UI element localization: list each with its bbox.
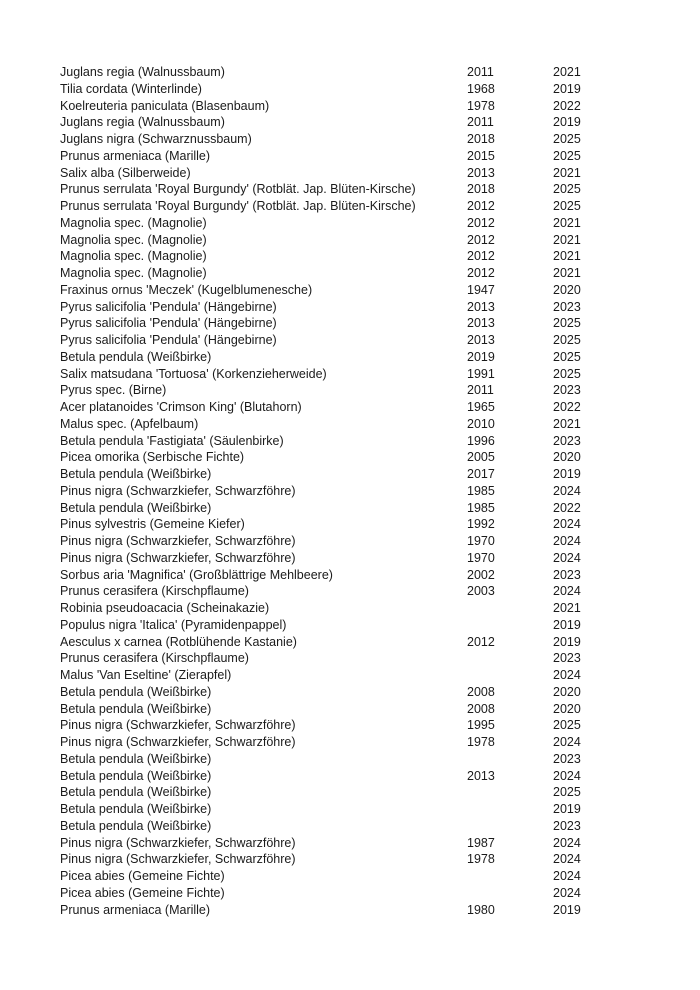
species-cell: Fraxinus ornus 'Meczek' (Kugelblumenesche) (60, 282, 313, 297)
species-cell: Prunus serrulata 'Royal Burgundy' (Rotblät. Jap. Blüten-Kirsche) (60, 199, 416, 213)
year-col1-cell: 2012 (467, 232, 495, 247)
year-col2-cell: 2021 (553, 601, 581, 615)
year-col2-cell: 2019 (553, 81, 581, 96)
year-col2-cell: 2025 (553, 785, 581, 800)
tree-species-table (60, 64, 700, 918)
species-cell: Magnolia spec. (Magnolie) (60, 215, 207, 230)
species-cell: Pinus nigra (Schwarzkiefer, Schwarzföhre) (60, 735, 296, 749)
table-row (60, 315, 700, 332)
table-row (60, 768, 700, 785)
table-row (60, 835, 700, 852)
year-col2-cell: 2024 (553, 534, 581, 548)
species-cell: Pinus nigra (Schwarzkiefer, Schwarzföhre) (60, 534, 296, 548)
species-cell: Betula pendula (Weißbirke) (60, 802, 212, 816)
year-col2-cell: 2021 (553, 215, 581, 230)
year-col1-cell (467, 818, 553, 835)
year-col1-cell: 2011 (467, 65, 494, 79)
year-col2-cell: 2023 (553, 567, 581, 582)
year-col2-cell: 2019 (553, 617, 581, 632)
table-row (60, 684, 700, 701)
year-col2-cell: 2024 (553, 835, 581, 850)
year-col2-cell: 2023 (553, 433, 581, 448)
year-col1-cell: 1978 (467, 852, 495, 867)
species-cell: Magnolia spec. (Magnolie) (60, 232, 207, 247)
year-col2-cell: 2024 (553, 550, 581, 565)
table-row (60, 332, 700, 349)
table-row (60, 265, 700, 282)
year-col1-cell: 1947 (467, 282, 495, 297)
table-row (60, 282, 700, 299)
year-col2-cell: 2024 (553, 584, 581, 599)
year-col2-cell: 2019 (553, 115, 581, 130)
species-cell: Betula pendula (Weißbirke) (60, 349, 212, 364)
year-col1-cell: 2003 (467, 584, 495, 599)
year-col1-cell (467, 751, 553, 768)
table-row (60, 466, 700, 483)
year-col1-cell: 2013 (467, 316, 495, 331)
year-col2-cell: 2025 (553, 349, 581, 364)
year-col2-cell: 2021 (553, 65, 581, 79)
table-row (60, 550, 700, 567)
year-col1-cell: 1970 (467, 534, 495, 548)
table-row (60, 701, 700, 718)
table-row (60, 232, 700, 249)
year-col1-cell: 2011 (467, 383, 494, 398)
table-row (60, 583, 700, 600)
table-row (60, 64, 700, 81)
year-col1-cell: 1980 (467, 902, 495, 917)
species-cell: Tilia cordata (Winterlinde) (60, 81, 202, 96)
table-row (60, 299, 700, 316)
year-col2-cell: 2023 (553, 383, 581, 398)
year-col2-cell: 2021 (553, 165, 581, 180)
species-cell: Prunus cerasifera (Kirschpflaume) (60, 651, 249, 666)
year-col2-cell: 2025 (553, 718, 581, 733)
species-cell: Robinia pseudoacacia (Scheinakazie) (60, 601, 270, 615)
table-row (60, 516, 700, 533)
species-cell: Aesculus x carnea (Rotblühende Kastanie) (60, 634, 297, 649)
species-cell: Betula pendula (Weißbirke) (60, 701, 212, 716)
species-cell: Magnolia spec. (Magnolie) (60, 266, 207, 280)
year-col1-cell: 1970 (467, 550, 495, 565)
table-row (60, 650, 700, 667)
species-cell: Juglans nigra (Schwarznussbaum) (60, 132, 252, 146)
year-col2-cell: 2021 (553, 416, 581, 431)
table-row (60, 399, 700, 416)
table-row (60, 734, 700, 751)
year-col1-cell (467, 801, 553, 818)
species-cell: Betula pendula (Weißbirke) (60, 751, 212, 766)
year-col1-cell: 2011 (467, 115, 494, 130)
species-cell: Pinus nigra (Schwarzkiefer, Schwarzföhre) (60, 483, 296, 498)
year-col2-cell: 2022 (553, 400, 581, 414)
species-cell: Picea abies (Gemeine Fichte) (60, 869, 225, 883)
year-col1-cell: 1985 (467, 500, 495, 515)
table-row (60, 600, 700, 617)
year-col2-cell: 2023 (553, 751, 581, 766)
year-col1-cell (467, 617, 553, 634)
table-row (60, 902, 700, 919)
year-col2-cell: 2022 (553, 500, 581, 515)
species-cell: Juglans regia (Walnussbaum) (60, 115, 225, 130)
species-cell: Pyrus salicifolia 'Pendula' (Hängebirne) (60, 333, 277, 347)
year-col2-cell: 2020 (553, 684, 581, 699)
year-col2-cell: 2025 (553, 132, 581, 146)
year-col1-cell: 2005 (467, 450, 495, 465)
year-col1-cell (467, 784, 553, 801)
year-col2-cell: 2024 (553, 735, 581, 749)
species-cell: Pinus nigra (Schwarzkiefer, Schwarzföhre) (60, 835, 296, 850)
year-col2-cell: 2020 (553, 282, 581, 297)
year-col1-cell: 2012 (467, 199, 495, 213)
species-cell: Pinus nigra (Schwarzkiefer, Schwarzföhre) (60, 718, 296, 733)
species-cell: Betula pendula (Weißbirke) (60, 768, 212, 783)
year-col2-cell: 2024 (553, 483, 581, 498)
species-cell: Betula pendula (Weißbirke) (60, 467, 212, 481)
table-row (60, 617, 700, 634)
species-cell: Betula pendula (Weißbirke) (60, 500, 212, 515)
species-cell: Juglans regia (Walnussbaum) (60, 65, 225, 79)
year-col1-cell: 1987 (467, 835, 495, 850)
year-col2-cell: 2023 (553, 818, 581, 833)
year-col2-cell: 2019 (553, 467, 581, 481)
year-col1-cell: 2012 (467, 215, 495, 230)
species-cell: Prunus armeniaca (Marille) (60, 902, 211, 917)
year-col1-cell: 1985 (467, 483, 495, 498)
year-col1-cell: 2018 (467, 182, 495, 197)
table-row (60, 433, 700, 450)
year-col2-cell: 2025 (553, 333, 581, 347)
year-col2-cell: 2019 (553, 634, 581, 649)
species-cell: Prunus armeniaca (Marille) (60, 148, 211, 163)
year-col2-cell: 2024 (553, 517, 581, 532)
species-cell: Pinus nigra (Schwarzkiefer, Schwarzföhre) (60, 852, 296, 867)
species-cell: Betula pendula (Weißbirke) (60, 684, 212, 699)
year-col2-cell: 2021 (553, 266, 581, 280)
year-col2-cell: 2025 (553, 182, 581, 197)
table-row (60, 81, 700, 98)
table-row (60, 483, 700, 500)
table-row (60, 165, 700, 182)
table-row (60, 868, 700, 885)
table-row (60, 382, 700, 399)
table-row (60, 500, 700, 517)
table-row (60, 885, 700, 902)
year-col2-cell: 2023 (553, 299, 581, 314)
species-cell: Sorbus aria 'Magnifica' (Großblättrige Mehlbeere) (60, 567, 333, 582)
year-col1-cell: 2013 (467, 768, 495, 783)
year-col2-cell: 2023 (553, 651, 581, 666)
year-col1-cell: 2013 (467, 333, 495, 347)
year-col1-cell: 2012 (467, 634, 495, 649)
species-cell: Prunus cerasifera (Kirschpflaume) (60, 584, 249, 599)
table-row (60, 667, 700, 684)
year-col2-cell: 2024 (553, 768, 581, 783)
year-col1-cell: 1991 (467, 366, 495, 381)
species-cell: Betula pendula (Weißbirke) (60, 785, 212, 800)
year-col2-cell: 2022 (553, 98, 581, 113)
year-col1-cell: 1978 (467, 98, 495, 113)
year-col1-cell (467, 650, 553, 667)
species-cell: Malus spec. (Apfelbaum) (60, 416, 199, 431)
table-row (60, 533, 700, 550)
species-cell: Magnolia spec. (Magnolie) (60, 249, 207, 264)
table-row (60, 366, 700, 383)
table-row (60, 131, 700, 148)
year-col1-cell: 2012 (467, 266, 495, 280)
table-row (60, 851, 700, 868)
table-row (60, 717, 700, 734)
species-cell: Pyrus spec. (Birne) (60, 383, 167, 398)
year-col2-cell: 2024 (553, 668, 581, 682)
year-col2-cell: 2025 (553, 316, 581, 331)
year-col1-cell: 2002 (467, 567, 495, 582)
table-row (60, 148, 700, 165)
year-col1-cell: 1992 (467, 517, 495, 532)
year-col1-cell: 2008 (467, 701, 495, 716)
table-row (60, 784, 700, 801)
species-cell: Pinus sylvestris (Gemeine Kiefer) (60, 517, 245, 532)
species-cell: Pyrus salicifolia 'Pendula' (Hängebirne) (60, 299, 277, 314)
year-col1-cell: 2017 (467, 467, 495, 481)
year-col1-cell: 1965 (467, 400, 495, 414)
table-row (60, 634, 700, 651)
table-row (60, 801, 700, 818)
species-cell: Betula pendula 'Fastigiata' (Säulenbirke) (60, 433, 284, 448)
year-col1-cell (467, 885, 553, 902)
year-col1-cell (467, 868, 553, 885)
species-cell: Salix matsudana 'Tortuosa' (Korkenzieherweide) (60, 366, 327, 381)
year-col2-cell: 2025 (553, 199, 581, 213)
year-col1-cell: 1978 (467, 735, 495, 749)
year-col2-cell: 2024 (553, 852, 581, 867)
year-col2-cell: 2025 (553, 148, 581, 163)
year-col1-cell: 1968 (467, 81, 495, 96)
species-cell: Picea omorika (Serbische Fichte) (60, 450, 245, 465)
year-col1-cell: 2008 (467, 684, 495, 699)
table-row (60, 248, 700, 265)
species-cell: Prunus serrulata 'Royal Burgundy' (Rotblät. Jap. Blüten-Kirsche) (60, 182, 416, 197)
species-cell: Pinus nigra (Schwarzkiefer, Schwarzföhre) (60, 550, 296, 565)
year-col2-cell: 2025 (553, 366, 581, 381)
table-row (60, 215, 700, 232)
table-row (60, 349, 700, 366)
year-col1-cell: 2012 (467, 249, 495, 264)
table-row (60, 198, 700, 215)
table-row (60, 818, 700, 835)
year-col1-cell (467, 600, 553, 617)
year-col2-cell: 2021 (553, 249, 581, 264)
year-col2-cell: 2019 (553, 902, 581, 917)
year-col1-cell: 2013 (467, 299, 495, 314)
species-cell: Malus 'Van Eseltine' (Zierapfel) (60, 668, 232, 682)
year-col1-cell: 2013 (467, 165, 495, 180)
year-col1-cell: 1996 (467, 433, 495, 448)
species-cell: Populus nigra 'Italica' (Pyramidenpappel) (60, 617, 287, 632)
year-col1-cell: 2018 (467, 132, 495, 146)
year-col1-cell: 2015 (467, 148, 495, 163)
species-cell: Salix alba (Silberweide) (60, 165, 191, 180)
species-cell: Koelreuteria paniculata (Blasenbaum) (60, 98, 270, 113)
species-cell: Betula pendula (Weißbirke) (60, 818, 212, 833)
year-col2-cell: 2021 (553, 232, 581, 247)
table-row (60, 416, 700, 433)
year-col2-cell: 2020 (553, 701, 581, 716)
table-row (60, 751, 700, 768)
year-col2-cell: 2024 (553, 885, 581, 900)
table-row (60, 181, 700, 198)
year-col2-cell: 2024 (553, 869, 581, 883)
year-col2-cell: 2019 (553, 802, 581, 816)
table-row (60, 567, 700, 584)
table-row (60, 98, 700, 115)
table-row (60, 449, 700, 466)
year-col1-cell: 1995 (467, 718, 495, 733)
table-row (60, 114, 700, 131)
species-cell: Pyrus salicifolia 'Pendula' (Hängebirne) (60, 316, 277, 331)
year-col1-cell (467, 667, 553, 684)
year-col1-cell: 2010 (467, 416, 495, 431)
species-cell: Acer platanoides 'Crimson King' (Blutahorn) (60, 400, 302, 414)
year-col2-cell: 2020 (553, 450, 581, 465)
species-cell: Picea abies (Gemeine Fichte) (60, 885, 225, 900)
year-col1-cell: 2019 (467, 349, 495, 364)
